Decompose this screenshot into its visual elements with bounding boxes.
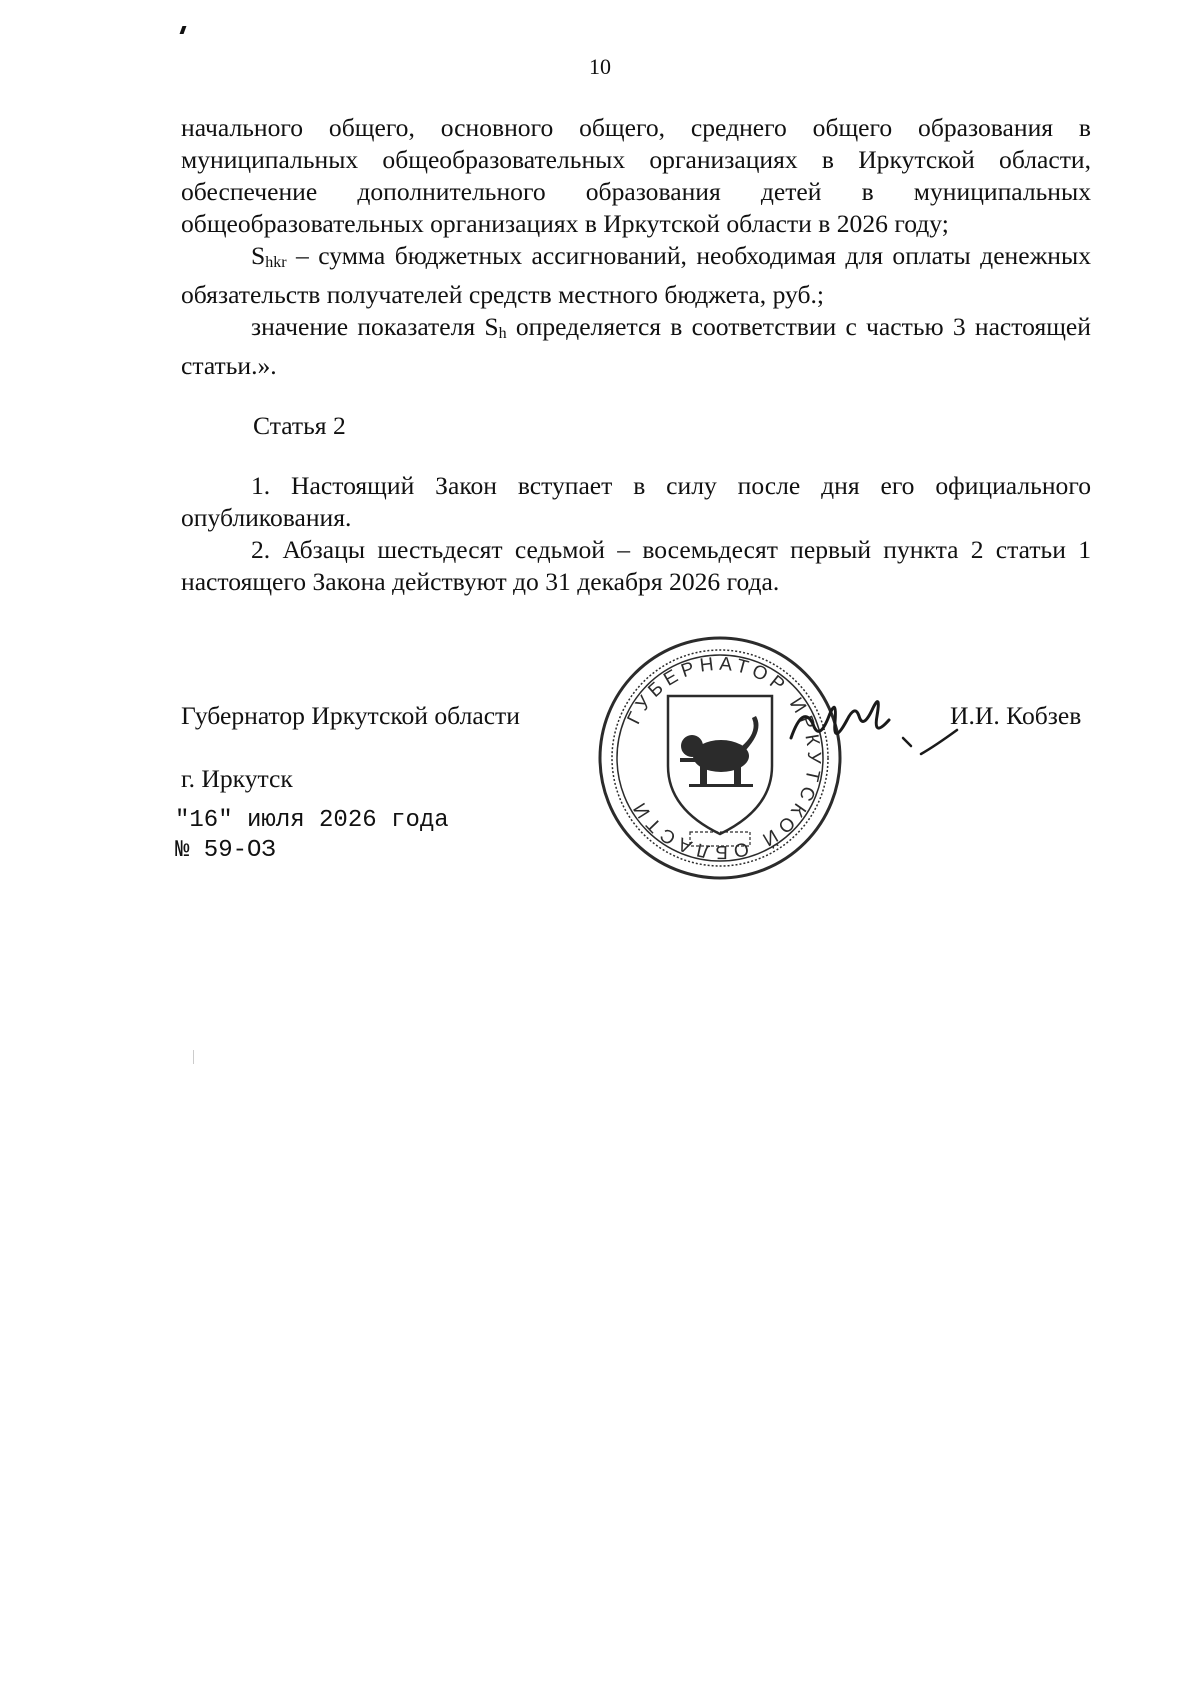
corner-mark [180,26,187,34]
signatory-position: Губернатор Иркутской области [181,701,520,730]
continued-text [181,112,1091,382]
babr-emblem-icon [680,716,758,787]
paragraph-sh: значение показателя $S_h$ определяется в соответствии с частью 3 настоящей статьи.». [181,312,1091,380]
article-item-2: 2. Абзацы шестьдесят седьмой – восемьдесят первый пункта 2 статьи 1 настоящего Закона действуют до 31 декабря 2026 года. [181,535,1091,596]
handwritten-signature [785,686,960,766]
article-body [181,470,1091,598]
page-number: 10 [589,54,611,79]
seal-text: ГУБЕРНАТОР ИРКУТСКОЙ ОБЛАСТИ [623,653,825,863]
symbol-shkr: $S_{hkr}$ [251,241,287,271]
city: г. Иркутск [181,764,293,793]
law-number: № 59-ОЗ [175,837,276,864]
paragraph-education: начального общего, основного общего, среднего общего образования в муниципальных общеобразовательных организациях в Иркутской области, обеспечение дополнительного образования детей в муниципальных общеобразовательных организациях в Иркутской области в 2026 году; [181,113,1091,238]
article-title: Статья 2 [253,411,346,440]
scan-artifact [193,1050,194,1064]
symbol-sh: $S_h$ [484,312,507,342]
paragraph-shkr: $S_{hkr}$ – сумма бюджетных ассигнований, необходимая для оплаты денежных обязательств получателей средств местного бюджета, руб.; [181,241,1091,309]
signatory-name: И.И. Кобзев [950,701,1082,730]
law-date: "16" июля 2026 года [175,807,449,834]
article-item-1: 1. Настоящий Закон вступает в силу после дня его официального опубликования. [181,471,1091,532]
